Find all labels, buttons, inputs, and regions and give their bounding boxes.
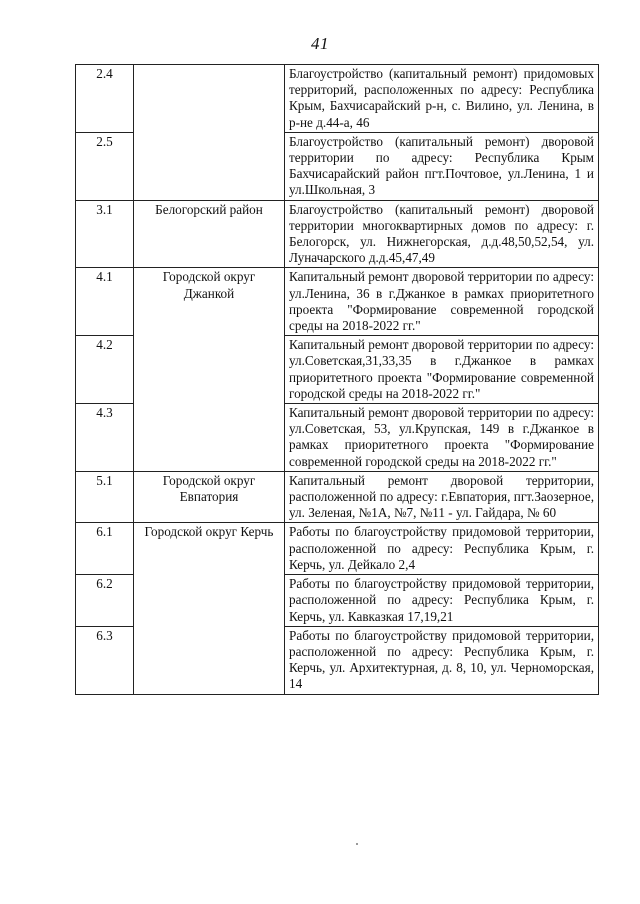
- object-description: Работы по благоустройству придомовой территории, расположенной по адресу: Республика Крым, г. Керчь, ул. Дейкало 2,4: [285, 523, 599, 575]
- page-number: 41: [311, 34, 329, 53]
- district-cell: Городской округ Евпатория: [134, 471, 285, 523]
- object-description: Благоустройство (капитальный ремонт) дворовой территории по адресу: Республика Крым Бахчисарайский район пгт.Почтовое, ул.Ленина, 1 и ул.Школьная, 3: [285, 132, 599, 200]
- row-number: 2.5: [76, 132, 134, 200]
- row-number: 4.3: [76, 404, 134, 472]
- object-description: Капитальный ремонт дворовой территории по адресу: ул.Советская,31,33,35 в г.Джанкое в рамках приоритетного проекта "Формирование современной городской среды на 2018-2022 гг.": [285, 336, 599, 404]
- row-number: 2.4: [76, 65, 134, 133]
- object-description: Работы по благоустройству придомовой территории, расположенной по адресу: Республика Крым, г. Керчь, ул. Архитектурная, д. 8, 10, ул. Черноморская, 14: [285, 626, 599, 694]
- table-row: [76, 523, 599, 575]
- row-number: 6.2: [76, 575, 134, 627]
- objects-table: [75, 64, 599, 695]
- table-row: [76, 65, 599, 133]
- row-number: 6.1: [76, 523, 134, 575]
- object-description: Капитальный ремонт дворовой территории по адресу: ул.Ленина, 36 в г.Джанкое в рамках приоритетного проекта "Формирование современной городской среды на 2018-2022 гг.": [285, 268, 599, 336]
- row-number: 4.1: [76, 268, 134, 336]
- scan-speck: [356, 843, 358, 845]
- object-description: Капитальный ремонт дворовой территории по адресу: ул.Советская, 53, ул.Крупская, 149 в г.Джанкое в рамках приоритетного проекта "Формирование современной городской среды на 2018-2022 гг.": [285, 404, 599, 472]
- district-cell: [134, 65, 285, 201]
- row-number: 6.3: [76, 626, 134, 694]
- object-description: Благоустройство (капитальный ремонт) дворовой территории многоквартирных домов по адресу: г. Белогорск, ул. Нижнегорская, д.д.48,50,52,54, ул. Луначарского д.д.45,47,49: [285, 200, 599, 268]
- row-number: 4.2: [76, 336, 134, 404]
- district-cell: Городской округ Джанкой: [134, 268, 285, 471]
- district-cell: Белогорский район: [134, 200, 285, 268]
- table-row: [76, 268, 599, 336]
- row-number: 5.1: [76, 471, 134, 523]
- district-cell: Городской округ Керчь: [134, 523, 285, 694]
- object-description: Благоустройство (капитальный ремонт) придомовых территорий, расположенных по адресу: Республика Крым, Бахчисарайский р-н, с. Вилино, ул. Ленина, в р-не д.44-а, 46: [285, 65, 599, 133]
- object-description: Капитальный ремонт дворовой территории, расположенной по адресу: г.Евпатория, пгт.Заозерное, ул. Зеленая, №1А, №7, №11 - ул. Гайдара, № 60: [285, 471, 599, 523]
- table-row: [76, 471, 599, 523]
- table-row: [76, 200, 599, 268]
- row-number: 3.1: [76, 200, 134, 268]
- object-description: Работы по благоустройству придомовой территории, расположенной по адресу: Республика Крым, г. Керчь, ул. Кавказкая 17,19,21: [285, 575, 599, 627]
